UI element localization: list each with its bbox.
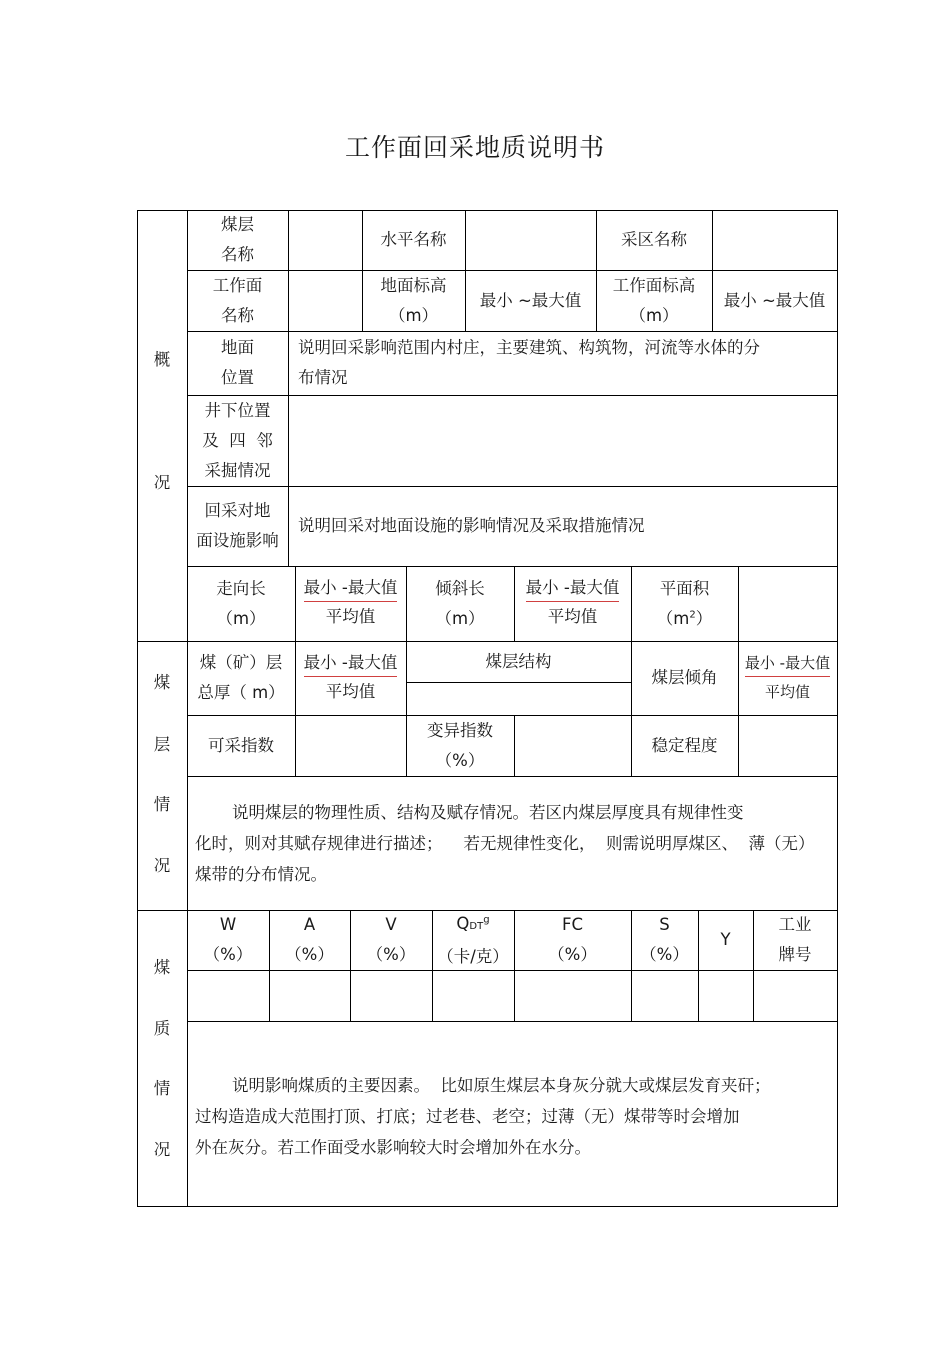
seam-desc-line: 煤带的分布情况。 [195,865,327,884]
total-thickness-value[interactable]: 最小 -最大值 平均值 [295,641,406,715]
level-name-value[interactable] [465,210,596,270]
quality-desc-line: 过构造造成大范围打顶、打底；过老巷、老空；过薄（无）煤带等时会增加 [195,1107,740,1126]
underground-location-value[interactable] [288,395,837,486]
section-label-quality: 煤 [153,958,171,977]
section-label-quality: 情 [153,1079,171,1098]
quality-desc-line: 说明影响煤质的主要因素。 比如原生煤层本身灰分就大或煤层发育夹矸； [232,1076,771,1095]
quality-header-fc: FC （%） [548,915,597,964]
quality-value-grade[interactable] [753,970,837,1021]
quality-description[interactable] [195,1070,835,1163]
strike-length-label: 走向长 （m） [216,578,266,628]
quality-header-s: S （%） [640,915,689,964]
ground-elevation-label: 地面标高 （m） [380,275,447,325]
quality-header-y: Y [720,930,731,949]
section-label-seam: 情 [153,795,171,814]
face-elevation-value[interactable]: 最小 ~最大值 [723,290,826,310]
seam-desc-line: 说明煤层的物理性质、结构及赋存情况。若区内煤层厚度具有规律性变 [232,803,744,822]
strike-length-value[interactable]: 最小 -最大值 平均值 [295,566,406,641]
quality-header-q: QDT$^g$ （卡/克） [437,913,509,966]
section-label-seam: 层 [153,735,171,754]
coal-seam-name-label: 煤层 名称 [221,215,254,264]
mining-area-name-label: 采区名称 [621,230,687,249]
section-label-quality: 质 [153,1019,171,1038]
ground-elevation-value[interactable]: 最小 ~最大值 [479,290,582,310]
quality-header-v: V （%） [366,915,416,964]
level-name-label: 水平名称 [380,230,447,249]
variation-index-label: 变异指数 （%） [427,720,493,770]
face-name-value[interactable] [288,270,362,331]
ground-location-desc[interactable]: 说明回采影响范围内村庄，主要建筑、构筑物，河流等水体的分 布情况 [298,338,760,387]
section-label-seam: 煤 [153,673,171,692]
seam-dip-angle-value[interactable]: 最小 -最大值 平均值 [738,641,837,715]
quality-value-fc[interactable] [514,970,631,1021]
page-title: 工作面回采地质说明书 [344,133,605,162]
dip-length-label: 倾斜长 （m） [435,578,485,628]
stability-label: 稳定程度 [651,735,718,755]
seam-structure-label: 煤层结构 [485,651,552,671]
quality-desc-line: 外在灰分。若工作面受水影响较大时会增加外在水分。 [195,1138,591,1157]
section-label-overview: 况 [153,473,171,492]
dip-length-value[interactable]: 最小 -最大值 平均值 [514,566,631,641]
mineable-index-label: 可采指数 [208,735,274,755]
quality-header-a: A （%） [285,915,334,964]
variation-index-value[interactable] [514,715,631,776]
stability-value[interactable] [738,715,837,776]
section-label-seam: 况 [153,856,171,875]
section-label-overview: 概 [153,350,171,369]
underground-location-label: 井下位置 及 四 邻 采掘情况 [202,400,273,480]
quality-value-a[interactable] [269,970,350,1021]
coal-seam-name-value[interactable] [288,210,362,270]
mining-area-name-value[interactable] [712,210,837,270]
seam-description[interactable] [195,797,835,890]
face-elevation-label: 工作面标高 （m） [612,275,696,325]
quality-header-grade: 工业 牌号 [778,915,812,964]
surface-impact-desc[interactable]: 说明回采对地面设施的影响情况及采取措施情况 [298,516,645,535]
seam-dip-angle-label: 煤层倾角 [651,668,718,687]
quality-value-s[interactable] [631,970,698,1021]
quality-value-y[interactable] [698,970,753,1021]
quality-value-q[interactable] [432,970,514,1021]
mineable-index-value[interactable] [295,715,406,776]
total-thickness-label: 煤（矿）层 总厚（ m） [197,653,285,702]
plane-area-value[interactable] [738,566,837,641]
surface-impact-label: 回采对地 面设施影响 [196,501,279,550]
ground-location-label: 地面 位置 [221,338,254,387]
section-label-quality: 况 [153,1140,171,1159]
quality-header-w: W （%） [203,915,253,964]
quality-value-v[interactable] [350,970,432,1021]
plane-area-label: 平面积 $(m^2)$ [656,578,713,628]
seam-desc-line: 化时，则对其赋存规律进行描述； 若无规律性变化， 则需说明厚煤区、 薄（无） [195,834,815,853]
quality-value-w[interactable] [187,970,269,1021]
seam-structure-value[interactable] [406,682,631,715]
face-name-label: 工作面 名称 [212,275,263,325]
